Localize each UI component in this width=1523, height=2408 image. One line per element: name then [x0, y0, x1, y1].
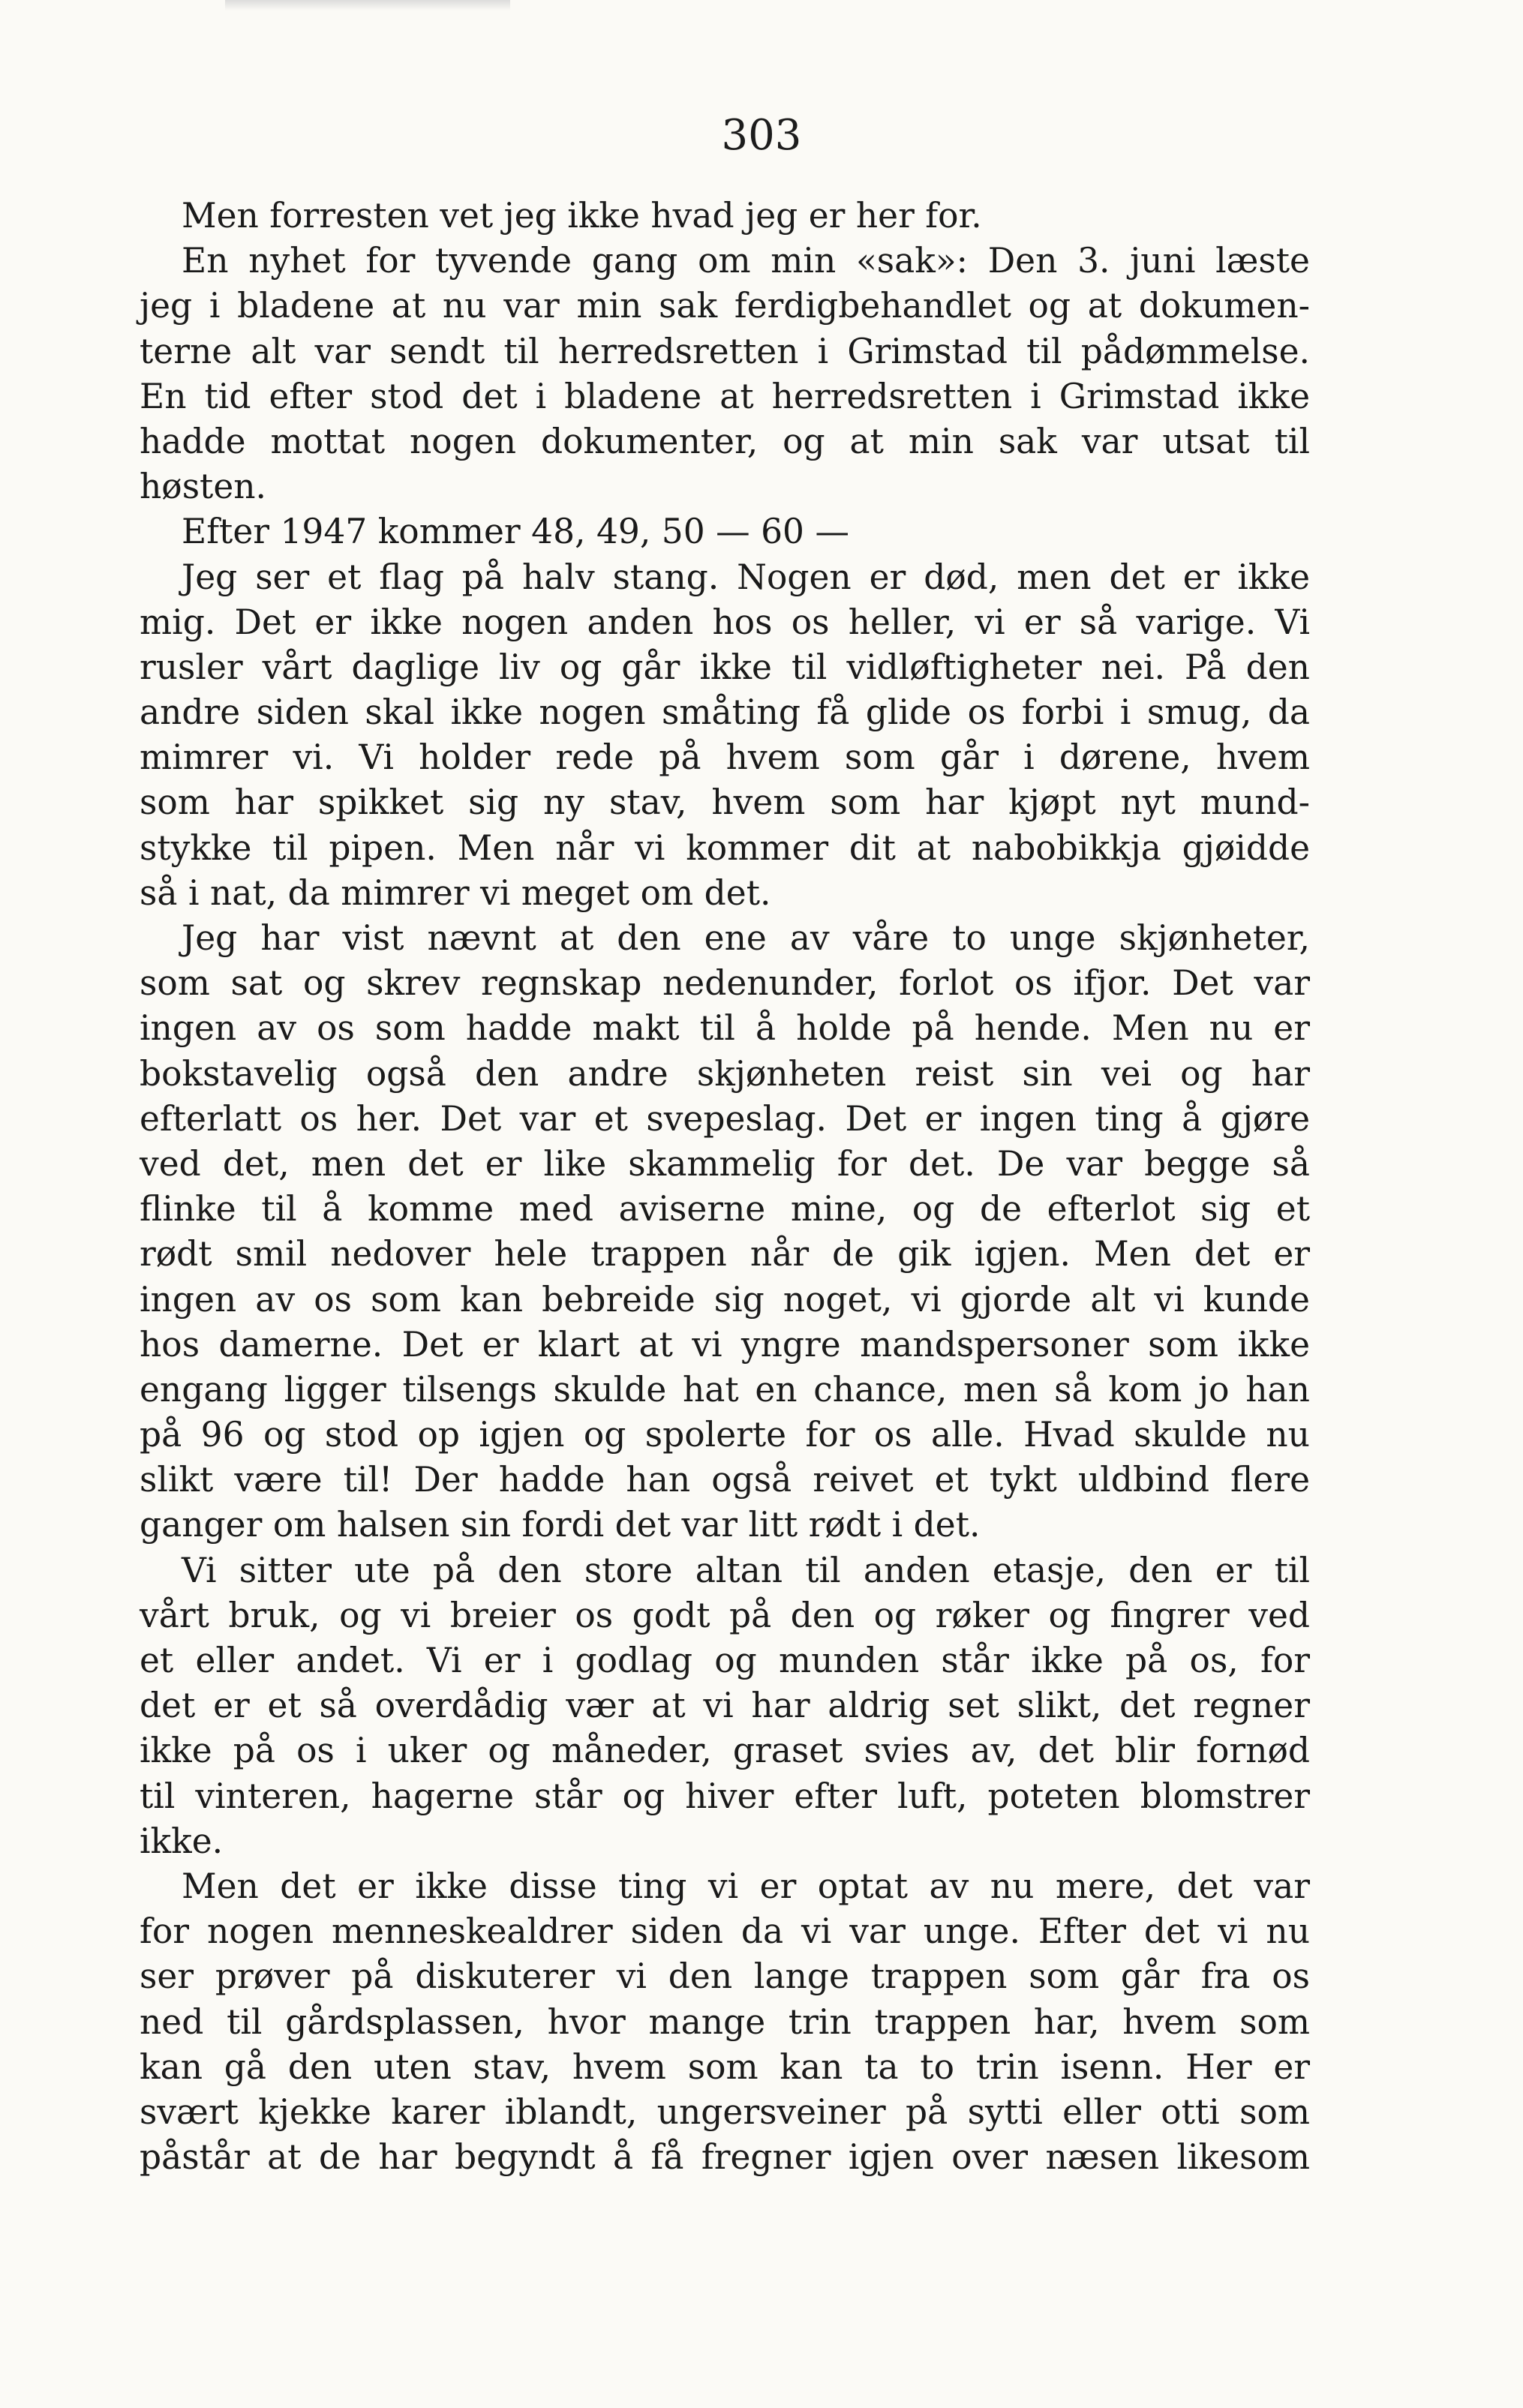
text-line: ned til gårdsplassen, hvor mange trin trappen har, hvem som: [140, 2001, 1310, 2042]
text-line: Vi sitter ute på den store altan til anden etasje, den er til: [182, 1550, 1310, 1590]
page-number: 303: [721, 111, 802, 160]
text-line: ikke på os i uker og måneder, graset svies av, det blir fornød: [140, 1731, 1310, 1771]
text-line: høsten.: [140, 467, 267, 507]
text-line: hos damerne. Det er klart at vi yngre mandspersoner som ikke: [140, 1324, 1310, 1365]
text-line: ikke.: [140, 1821, 224, 1861]
text-line: ganger om halsen sin fordi det var litt rødt i det.: [140, 1505, 981, 1545]
text-line: slikt være til! Der hadde han også reivet et tykt uldbind flere: [140, 1460, 1310, 1500]
text-line: stykke til pipen. Men når vi kommer dit at nabobikkja gjøidde: [140, 827, 1310, 868]
text-line: som sat og skrev regnskap nedenunder, forlot os ifjor. Det var: [140, 963, 1310, 1004]
text-line: Jeg har vist nævnt at den ene av våre to unge skjønheter,: [182, 918, 1310, 958]
text-line: En nyhet for tyvende gang om min «sak»: Den 3. juni læste: [182, 241, 1310, 281]
text-line: En tid efter stod det i bladene at herredsretten i Grimstad ikke: [140, 376, 1310, 416]
text-line: et eller andet. Vi er i godlag og munden står ikke på os, for: [140, 1641, 1310, 1680]
text-line: Jeg ser et flag på halv stang. Nogen er død, men det er ikke: [182, 557, 1310, 597]
text-line: så i nat, da mimrer vi meget om det.: [140, 872, 771, 913]
text-line: andre siden skal ikke nogen småting få glide os forbi i smug, da: [140, 692, 1310, 733]
text-line: rusler vårt daglige liv og går ikke til vidløftigheter nei. På den: [140, 647, 1310, 687]
text-line: engang ligger tilsengs skulde hat en chance, men så kom jo han: [140, 1369, 1310, 1410]
text-line: for nogen menneskealdrer siden da vi var unge. Efter det vi nu: [140, 1911, 1310, 1952]
text-line: Efter 1947 kommer 48, 49, 50 — 60 —: [182, 512, 849, 552]
text-line: mimrer vi. Vi holder rede på hvem som går i dørene, hvem: [140, 737, 1310, 778]
text-line: jeg i bladene at nu var min sak ferdigbehandlet og at dokumen-: [140, 286, 1310, 326]
text-line: det er et så overdådig vær at vi har aldrig set slikt, det regner: [140, 1686, 1310, 1726]
text-line: ingen av os som hadde makt til å holde på hende. Men nu er: [140, 1008, 1310, 1049]
text-line: til vinteren, hagerne står og hiver efter luft, poteten blomstrer: [140, 1776, 1310, 1816]
text-line: hadde mottat nogen dokumenter, og at min sak var utsat til: [140, 421, 1310, 461]
text-line: rødt smil nedover hele trappen når de gik igjen. Men det er: [140, 1234, 1310, 1275]
text-line: Men forresten vet jeg ikke hvad jeg er her for.: [182, 196, 982, 236]
text-line: Men det er ikke disse ting vi er optat av nu mere, det var: [182, 1866, 1310, 1906]
text-line: svært kjekke karer iblandt, ungersveiner på sytti eller otti som: [140, 2091, 1310, 2132]
text-line: terne alt var sendt til herredsretten i Grimstad til pådømmelse.: [140, 331, 1310, 371]
text-line: som har spikket sig ny stav, hvem som har kjøpt nyt mund-: [140, 782, 1310, 823]
text-line: ingen av os som kan bebreide sig noget, vi gjorde alt vi kunde: [140, 1279, 1310, 1320]
scan-edge-shadow: [225, 0, 510, 11]
text-line: vårt bruk, og vi breier os godt på den og røker og fingrer ved: [140, 1595, 1310, 1635]
text-line: kan gå den uten stav, hvem som kan ta to trin isenn. Her er: [140, 2046, 1310, 2087]
body-text: [140, 194, 1310, 2180]
text-line: påstår at de har begyndt å få fregner igjen over næsen likesom: [140, 2137, 1310, 2178]
text-line: ved det, men det er like skammelig for det. De var begge så: [140, 1143, 1310, 1184]
text-line: mig. Det er ikke nogen anden hos os heller, vi er så varige. Vi: [140, 602, 1310, 642]
text-line: bokstavelig også den andre skjønheten reist sin vei og har: [140, 1053, 1310, 1094]
text-line: på 96 og stod op igjen og spolerte for os alle. Hvad skulde nu: [140, 1415, 1310, 1455]
text-line: ser prøver på diskuterer vi den lange trappen som går fra os: [140, 1956, 1310, 1997]
text-line: flinke til å komme med aviserne mine, og de efterlot sig et: [140, 1189, 1310, 1230]
text-line: efterlatt os her. Det var et svepeslag. Det er ingen ting å gjøre: [140, 1098, 1310, 1139]
